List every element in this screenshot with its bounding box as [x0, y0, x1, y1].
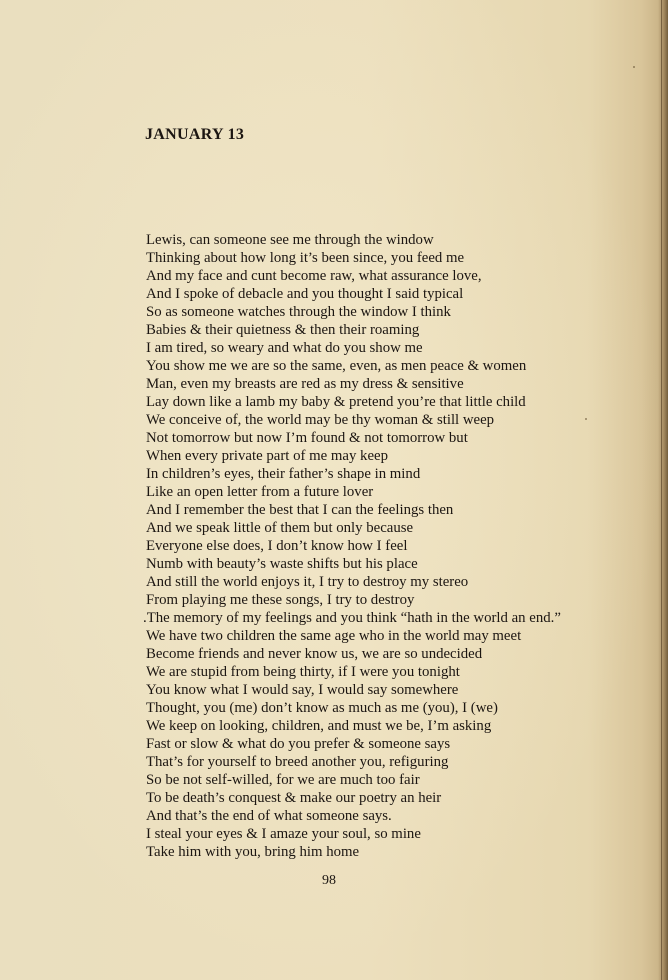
- poem-line: Become friends and never know us, we are so undecided: [146, 646, 483, 662]
- poem-line: We conceive of, the world may be thy woman & still weep: [146, 412, 495, 428]
- poem-line: In children’s eyes, their father’s shape in mind: [146, 466, 421, 482]
- poem-line: You show me we are so the same, even, as men peace & women: [146, 358, 527, 374]
- poem-line: From playing me these songs, I try to destroy: [146, 592, 415, 608]
- poem-line: And that’s the end of what someone says.: [146, 808, 392, 824]
- page-edge-shadow: [658, 0, 668, 980]
- poem-line: Lewis, can someone see me through the window: [146, 232, 434, 248]
- poem-line: So as someone watches through the window I think: [146, 304, 451, 320]
- poem-line: I am tired, so weary and what do you show me: [146, 340, 423, 356]
- poem-line: Take him with you, bring him home: [146, 844, 360, 860]
- poem-line: And we speak little of them but only because: [146, 520, 414, 536]
- poem-line: Not tomorrow but now I’m found & not tomorrow but: [146, 430, 468, 446]
- poem-line: Like an open letter from a future lover: [146, 484, 374, 500]
- poem-line: Everyone else does, I don’t know how I feel: [146, 538, 408, 554]
- poem-line: .The memory of my feelings and you think “hath in the world an end.”: [143, 610, 561, 626]
- poem-line: Fast or slow & what do you prefer & someone says: [146, 736, 451, 752]
- poem-line: Thought, you (me) don’t know as much as me (you), I (we): [146, 700, 498, 716]
- poem-line: And my face and cunt become raw, what assurance love,: [146, 268, 482, 284]
- page-number: [0, 873, 668, 889]
- poem-line: And I remember the best that I can the feelings then: [146, 502, 454, 518]
- poem-line: Numb with beauty’s waste shifts but his place: [146, 556, 418, 572]
- paper-speck: [633, 66, 635, 68]
- poem-line: You know what I would say, I would say somewhere: [146, 682, 459, 698]
- poem-line: We are stupid from being thirty, if I were you tonight: [146, 664, 460, 680]
- poem-line: When every private part of me may keep: [146, 448, 388, 464]
- poem-line: To be death’s conquest & make our poetry an heir: [146, 790, 442, 806]
- poem-line: We keep on looking, children, and must we be, I’m asking: [146, 718, 492, 734]
- page-number-text: 98: [322, 873, 336, 888]
- date-heading: JANUARY 13: [145, 126, 245, 143]
- poem-line: So be not self-willed, for we are much too fair: [146, 772, 420, 788]
- poem-line: That’s for yourself to breed another you, refiguring: [146, 754, 449, 770]
- poem-body: [143, 231, 561, 861]
- page-edge-line: [661, 0, 662, 980]
- poem-line: Man, even my breasts are red as my dress & sensitive: [146, 376, 464, 392]
- poem-line: We have two children the same age who in the world may meet: [146, 628, 522, 644]
- poem-line: And I spoke of debacle and you thought I said typical: [146, 286, 464, 302]
- poem-line: Thinking about how long it’s been since, you feed me: [146, 250, 465, 266]
- poem-line: And still the world enjoys it, I try to destroy my stereo: [146, 574, 469, 590]
- paper-speck: [585, 418, 587, 420]
- poem-line: Babies & their quietness & then their roaming: [146, 322, 420, 338]
- poem-line: I steal your eyes & I amaze your soul, so mine: [146, 826, 421, 842]
- poem-line: Lay down like a lamb my baby & pretend you’re that little child: [146, 394, 526, 410]
